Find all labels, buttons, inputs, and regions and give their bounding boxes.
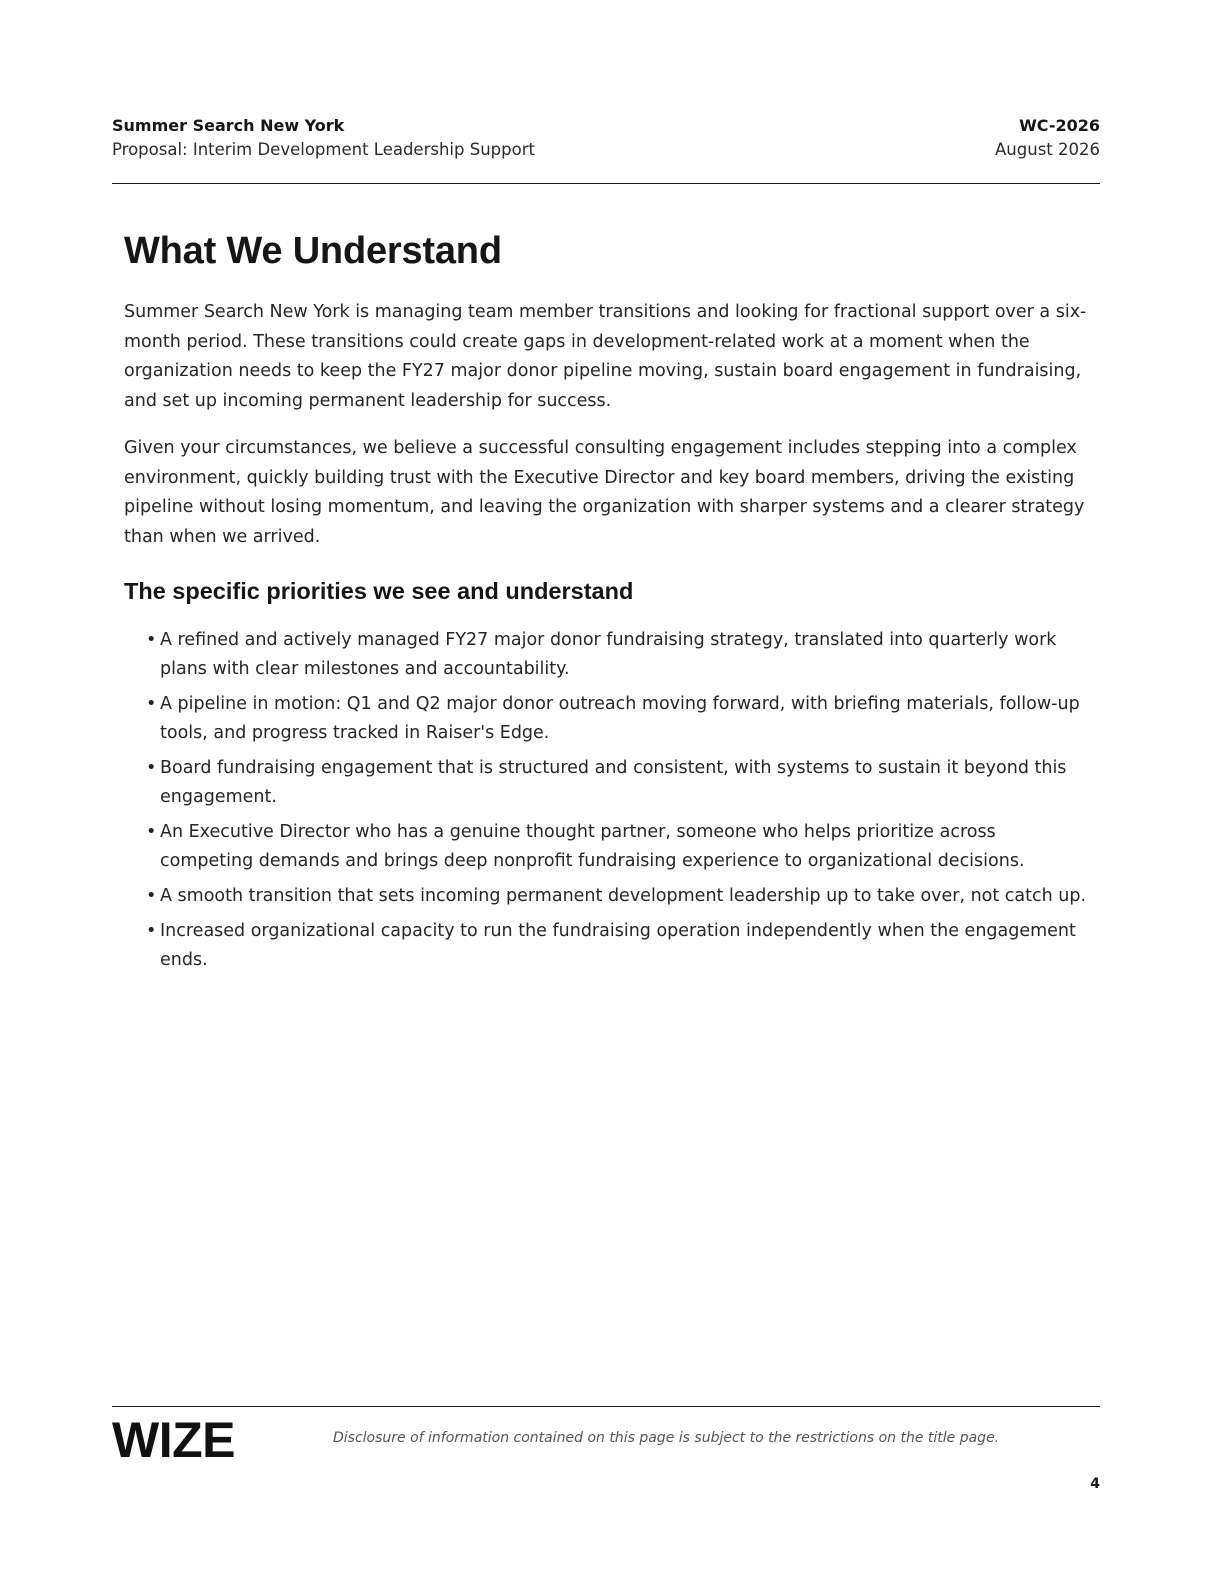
list-item <box>146 626 1094 684</box>
header-left <box>112 114 535 162</box>
list-item <box>146 690 1094 748</box>
bullet-marker: • <box>146 886 157 906</box>
list-item <box>146 917 1094 975</box>
header-right <box>995 114 1100 162</box>
bullet-marker: • <box>146 822 157 842</box>
list-item <box>146 818 1094 876</box>
document-title: Proposal: Interim Development Leadership Support <box>112 140 535 159</box>
page-number: 4 <box>1090 1476 1100 1492</box>
bullet-marker: • <box>146 921 157 941</box>
bullet-marker: • <box>146 694 157 714</box>
page-footer <box>112 1406 1100 1466</box>
list-item-text: Board fundraising engagement that is structured and consistent, with systems to sustain it beyond this engagement. <box>160 758 1067 807</box>
list-item-text: Increased organizational capacity to run the fundraising operation independently when the engagement ends. <box>160 921 1076 970</box>
section-title: What We Understand <box>124 230 502 272</box>
organization-name: Summer Search New York <box>112 116 345 135</box>
page-header <box>112 114 1100 184</box>
list-item <box>146 754 1094 812</box>
document-code: WC-2026 <box>1019 116 1100 135</box>
list-item-text: A smooth transition that sets incoming permanent development leadership up to take over, not catch up. <box>160 886 1087 906</box>
document-date: August 2026 <box>995 140 1100 159</box>
disclosure-notice: Disclosure of information contained on this page is subject to the restrictions on the title page. <box>333 1430 1000 1446</box>
priorities-list <box>124 626 1094 975</box>
bullet-marker: • <box>146 758 157 778</box>
company-logo: WIZE <box>112 1412 235 1468</box>
body-paragraph: Summer Search New York is managing team member transitions and looking for fractional support over a six-month period. These transitions could create gaps in development-related work at a moment when the organization needs to keep the FY27 major donor pipeline moving, sustain board engagement in fundraising, and set up incoming permanent leadership for success. <box>124 302 1087 411</box>
list-item-text: A pipeline in motion: Q1 and Q2 major donor outreach moving forward, with briefing materials, follow-up tools, and progress tracked in Raiser's Edge. <box>160 694 1080 743</box>
bullet-marker: • <box>146 630 157 650</box>
main-content <box>124 226 1094 981</box>
list-item-text: An Executive Director who has a genuine thought partner, someone who helps prioritize across competing demands and brings deep nonprofit fundraising experience to organizational decisions. <box>160 822 1025 871</box>
body-paragraph: Given your circumstances, we believe a successful consulting engagement includes stepping into a complex environment, quickly building trust with the Executive Director and key board members, driving the existing pipeline without losing momentum, and leaving the organization with sharper systems and a clearer strategy than when we arrived. <box>124 438 1085 547</box>
list-item-text: A refined and actively managed FY27 major donor fundraising strategy, translated into quarterly work plans with clear milestones and accountability. <box>160 630 1057 679</box>
list-item <box>146 882 1094 911</box>
priorities-heading: The specific priorities we see and understand <box>124 578 634 604</box>
